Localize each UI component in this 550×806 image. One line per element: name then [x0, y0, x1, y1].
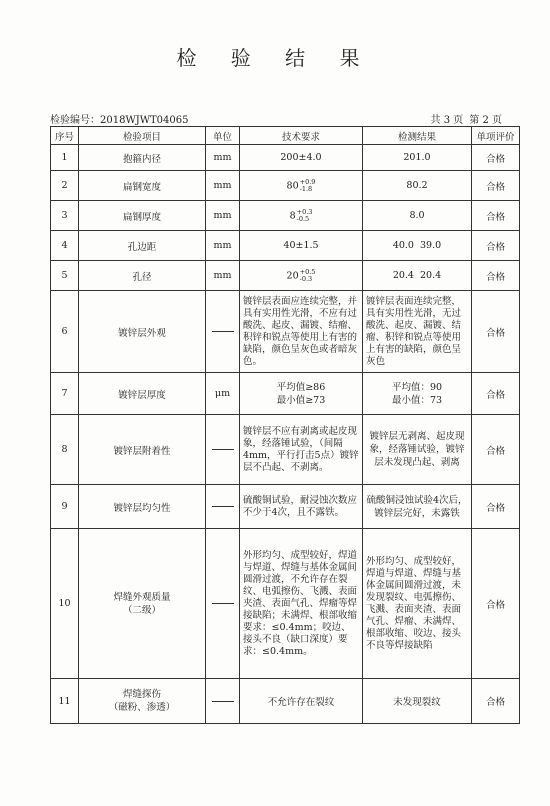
tolerance-lower: -0.5 — [296, 214, 310, 223]
header-requirement: 技术要求 — [240, 127, 363, 145]
row-evaluation: 合格 — [472, 373, 520, 415]
row-item — [79, 529, 206, 679]
row-item: 孔边距 — [79, 231, 206, 261]
row-no: 10 — [51, 529, 79, 679]
tolerance-upper: +0.5 — [299, 267, 316, 276]
row-no: 3 — [51, 201, 79, 231]
row-result: 80.2 — [363, 171, 472, 201]
row-item: 抱箍内径 — [79, 145, 206, 171]
item-method: （磁粉、渗透） — [108, 702, 176, 713]
row-result: 外形均匀、成型较好，焊道与焊道、焊缝与基体金属间圆滑过渡，未发现裂纹、电弧擦伤、飞溅、表面夹渣、表面气孔、焊瘤、未满焊、根部收缩、咬边、接头不良等焊接缺陷 — [363, 529, 472, 679]
row-unit: mm — [206, 261, 240, 291]
row-no: 4 — [51, 231, 79, 261]
row-result — [363, 373, 472, 415]
tolerance-lower: -0.3 — [299, 274, 313, 283]
row-evaluation: 合格 — [472, 145, 520, 171]
row-result: 40.0 39.0 — [363, 231, 472, 261]
page-indicator — [425, 111, 502, 126]
row-requirement: 镀锌层表面应连续完整，并具有实用性光滑，不应有过酸洗、起皮、漏镀、结瘤、积锌和锐点等使用上有害的缺陷，颜色呈灰色或者暗灰色。 — [240, 291, 363, 373]
row-result: 镀锌层表面连续完整，具有实用性光滑，无过酸洗、起皮、漏镀、结瘤、积锌和锐点等使用上有害的缺陷，颜色呈灰色 — [363, 291, 472, 373]
row-unit: μm — [206, 373, 240, 415]
empty-dash — [212, 701, 234, 702]
row-unit: mm — [206, 171, 240, 201]
table-row — [51, 171, 520, 201]
header-item: 检验项目 — [79, 127, 206, 145]
row-requirement — [240, 373, 363, 415]
row-requirement: 外形均匀、成型较好，焊道与焊道、焊缝与基体金属间圆滑过渡，不允许存在裂纹、电弧擦伤、飞溅、表面夹渣、表面气孔、焊瘤等焊接缺陷；未满焊、根部收缩要求：≤0.4mm；咬边、接头不良（缺口深度）要求：≤0.4mm。 — [240, 529, 363, 679]
row-evaluation: 合格 — [472, 679, 520, 724]
row-item: 扁钢厚度 — [79, 201, 206, 231]
row-no: 9 — [51, 485, 79, 529]
row-unit: mm — [206, 145, 240, 171]
row-item — [79, 679, 206, 724]
row-result: 硫酸铜浸蚀试验4次后，镀锌层完好，未露铁 — [363, 485, 472, 529]
row-unit — [206, 485, 240, 529]
header-evaluation: 单项评价 — [472, 127, 520, 145]
row-item: 镀锌层均匀性 — [79, 485, 206, 529]
row-evaluation: 合格 — [472, 201, 520, 231]
table-row — [51, 291, 520, 373]
header-no: 序号 — [51, 127, 79, 145]
row-evaluation: 合格 — [472, 415, 520, 485]
row-evaluation: 合格 — [472, 529, 520, 679]
item-grade: （二级） — [122, 604, 161, 616]
row-item: 镀锌层外观 — [79, 291, 206, 373]
empty-dash — [212, 331, 234, 332]
item-name: 焊缝探伤 — [122, 689, 161, 700]
tolerance — [297, 209, 313, 223]
tolerance-base: 8 — [289, 210, 296, 221]
report-meta — [50, 111, 502, 126]
row-unit — [206, 291, 240, 373]
tolerance-upper: +0.9 — [299, 177, 316, 186]
tolerance — [300, 269, 316, 283]
row-no: 7 — [51, 373, 79, 415]
row-result: 8.0 — [363, 201, 472, 231]
table-row — [51, 529, 520, 679]
empty-dash — [212, 603, 234, 604]
row-no: 6 — [51, 291, 79, 373]
table-row — [51, 679, 520, 724]
row-no: 11 — [51, 679, 79, 724]
row-requirement: 不允许存在裂纹 — [240, 679, 363, 724]
table-row — [51, 145, 520, 171]
result-average: 平均值：90 — [391, 381, 443, 393]
total-pages: 共 3 页 — [430, 115, 464, 126]
page-title: 检 验 结 果 — [176, 46, 374, 70]
row-evaluation: 合格 — [472, 231, 520, 261]
row-result: 未发现裂纹 — [363, 679, 472, 724]
tolerance-base: 20 — [286, 270, 299, 281]
header-result: 检测结果 — [363, 127, 472, 145]
header-unit: 单位 — [206, 127, 240, 145]
table-row — [51, 201, 520, 231]
result-minimum: 最小值：73 — [391, 394, 443, 406]
row-requirement: 硫酸铜试验，耐浸蚀次数应不少于4次，且不露铁。 — [240, 485, 363, 529]
tolerance-lower: -1.8 — [299, 184, 313, 193]
row-requirement: 40±1.5 — [240, 231, 363, 261]
row-no: 8 — [51, 415, 79, 485]
table-row — [51, 415, 520, 485]
table-header-row — [51, 127, 520, 145]
table-row — [51, 485, 520, 529]
row-no: 1 — [51, 145, 79, 171]
row-item: 孔径 — [79, 261, 206, 291]
report-number — [50, 111, 189, 126]
row-item: 扁钢宽度 — [79, 171, 206, 201]
row-result: 镀锌层无剥离、起皮现象，经落锤试验，镀锌层未发现凸起、剥离 — [363, 415, 472, 485]
empty-dash — [212, 506, 234, 507]
requirement-minimum: 最小值≥73 — [276, 394, 326, 406]
row-unit: mm — [206, 231, 240, 261]
row-no: 2 — [51, 171, 79, 201]
table-row — [51, 231, 520, 261]
row-item: 镀锌层附着性 — [79, 415, 206, 485]
row-requirement: 200±4.0 — [240, 145, 363, 171]
empty-dash — [212, 449, 234, 450]
row-item: 镀锌层厚度 — [79, 373, 206, 415]
report-number-label: 检验编号： — [50, 115, 100, 126]
requirement-average: 平均值≥86 — [276, 381, 326, 393]
row-evaluation: 合格 — [472, 171, 520, 201]
table-row — [51, 261, 520, 291]
row-no: 5 — [51, 261, 79, 291]
row-unit — [206, 679, 240, 724]
row-result: 201.0 — [363, 145, 472, 171]
tolerance-base: 80 — [286, 180, 299, 191]
current-page: 第 2 页 — [469, 115, 502, 126]
item-name: 焊缝外观质量 — [113, 591, 171, 603]
table-row — [51, 373, 520, 415]
row-evaluation: 合格 — [472, 261, 520, 291]
row-evaluation: 合格 — [472, 485, 520, 529]
tolerance-upper: +0.3 — [296, 207, 313, 216]
results-table — [50, 126, 520, 724]
row-unit — [206, 529, 240, 679]
row-unit — [206, 415, 240, 485]
row-requirement: 镀锌层不应有剥离或起皮现象，经落锤试验，（间隔4mm，平行打击5点）镀锌层不凸起、不剥离。 — [240, 415, 363, 485]
row-evaluation: 合格 — [472, 291, 520, 373]
row-unit: mm — [206, 201, 240, 231]
row-requirement — [240, 261, 363, 291]
row-result: 20.4 20.4 — [363, 261, 472, 291]
tolerance — [300, 179, 316, 193]
row-requirement — [240, 171, 363, 201]
row-requirement — [240, 201, 363, 231]
report-number-value: 2018WJWT04065 — [100, 115, 189, 126]
